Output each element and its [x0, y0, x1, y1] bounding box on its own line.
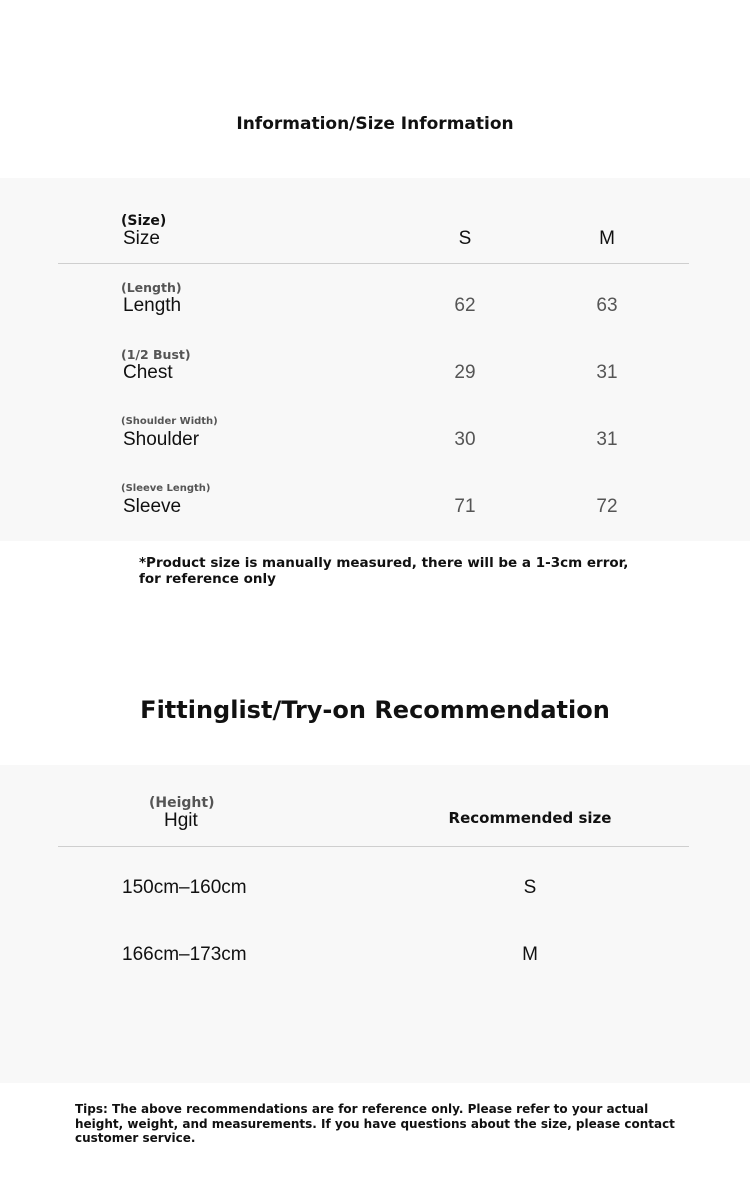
row-en-label: Shoulder — [123, 429, 200, 450]
row-cn-label: (Sleeve Length) — [121, 483, 211, 494]
height-header-en-label: Hgit — [164, 810, 198, 831]
row-value-s: 71 — [454, 496, 476, 517]
size-header-cn-label: (Size) — [121, 213, 167, 229]
height-range: 150cm–160cm — [122, 877, 247, 898]
row-cn-label: (Length) — [121, 280, 182, 295]
row-value-m: 31 — [596, 429, 618, 450]
row-value-s: 62 — [454, 295, 476, 316]
size-header-en-label: Size — [123, 228, 160, 249]
row-value-s: 29 — [454, 362, 476, 383]
row-value-m: 72 — [596, 496, 618, 517]
size-table-panel — [0, 178, 750, 541]
fitting-tips: Tips: The above recommendations are for reference only. Please refer to your actual height, weight, and measurements. If you have questions about the size, please contact customer service. — [75, 1102, 675, 1145]
height-header-cn-label: (Height) — [149, 795, 215, 811]
size-table-divider — [58, 263, 689, 264]
height-range: 166cm–173cm — [122, 944, 247, 965]
fitting-table-divider — [58, 846, 689, 847]
row-value-m: 63 — [596, 295, 618, 316]
row-cn-label: (Shoulder Width) — [121, 416, 218, 427]
row-cn-label: (1/2 Bust) — [121, 347, 191, 362]
row-value-s: 30 — [454, 429, 476, 450]
row-en-label: Sleeve — [123, 496, 182, 517]
size-measurement-note: *Product size is manually measured, there will be a 1-3cm error, for reference only — [139, 555, 629, 587]
fitting-section-title: Fittinglist/Try-on Recommendation — [140, 696, 610, 724]
row-value-m: 31 — [596, 362, 618, 383]
fitting-table-panel — [0, 765, 750, 1083]
row-en-label: Length — [123, 295, 182, 316]
size-header-m: M — [599, 228, 615, 249]
size-header-s: S — [458, 228, 472, 249]
recommended-size: S — [523, 877, 537, 898]
recommended-size-header: Recommended size — [448, 809, 612, 827]
size-section-title: Information/Size Information — [236, 114, 514, 134]
row-en-label: Chest — [123, 362, 173, 383]
recommended-size: M — [522, 944, 538, 965]
